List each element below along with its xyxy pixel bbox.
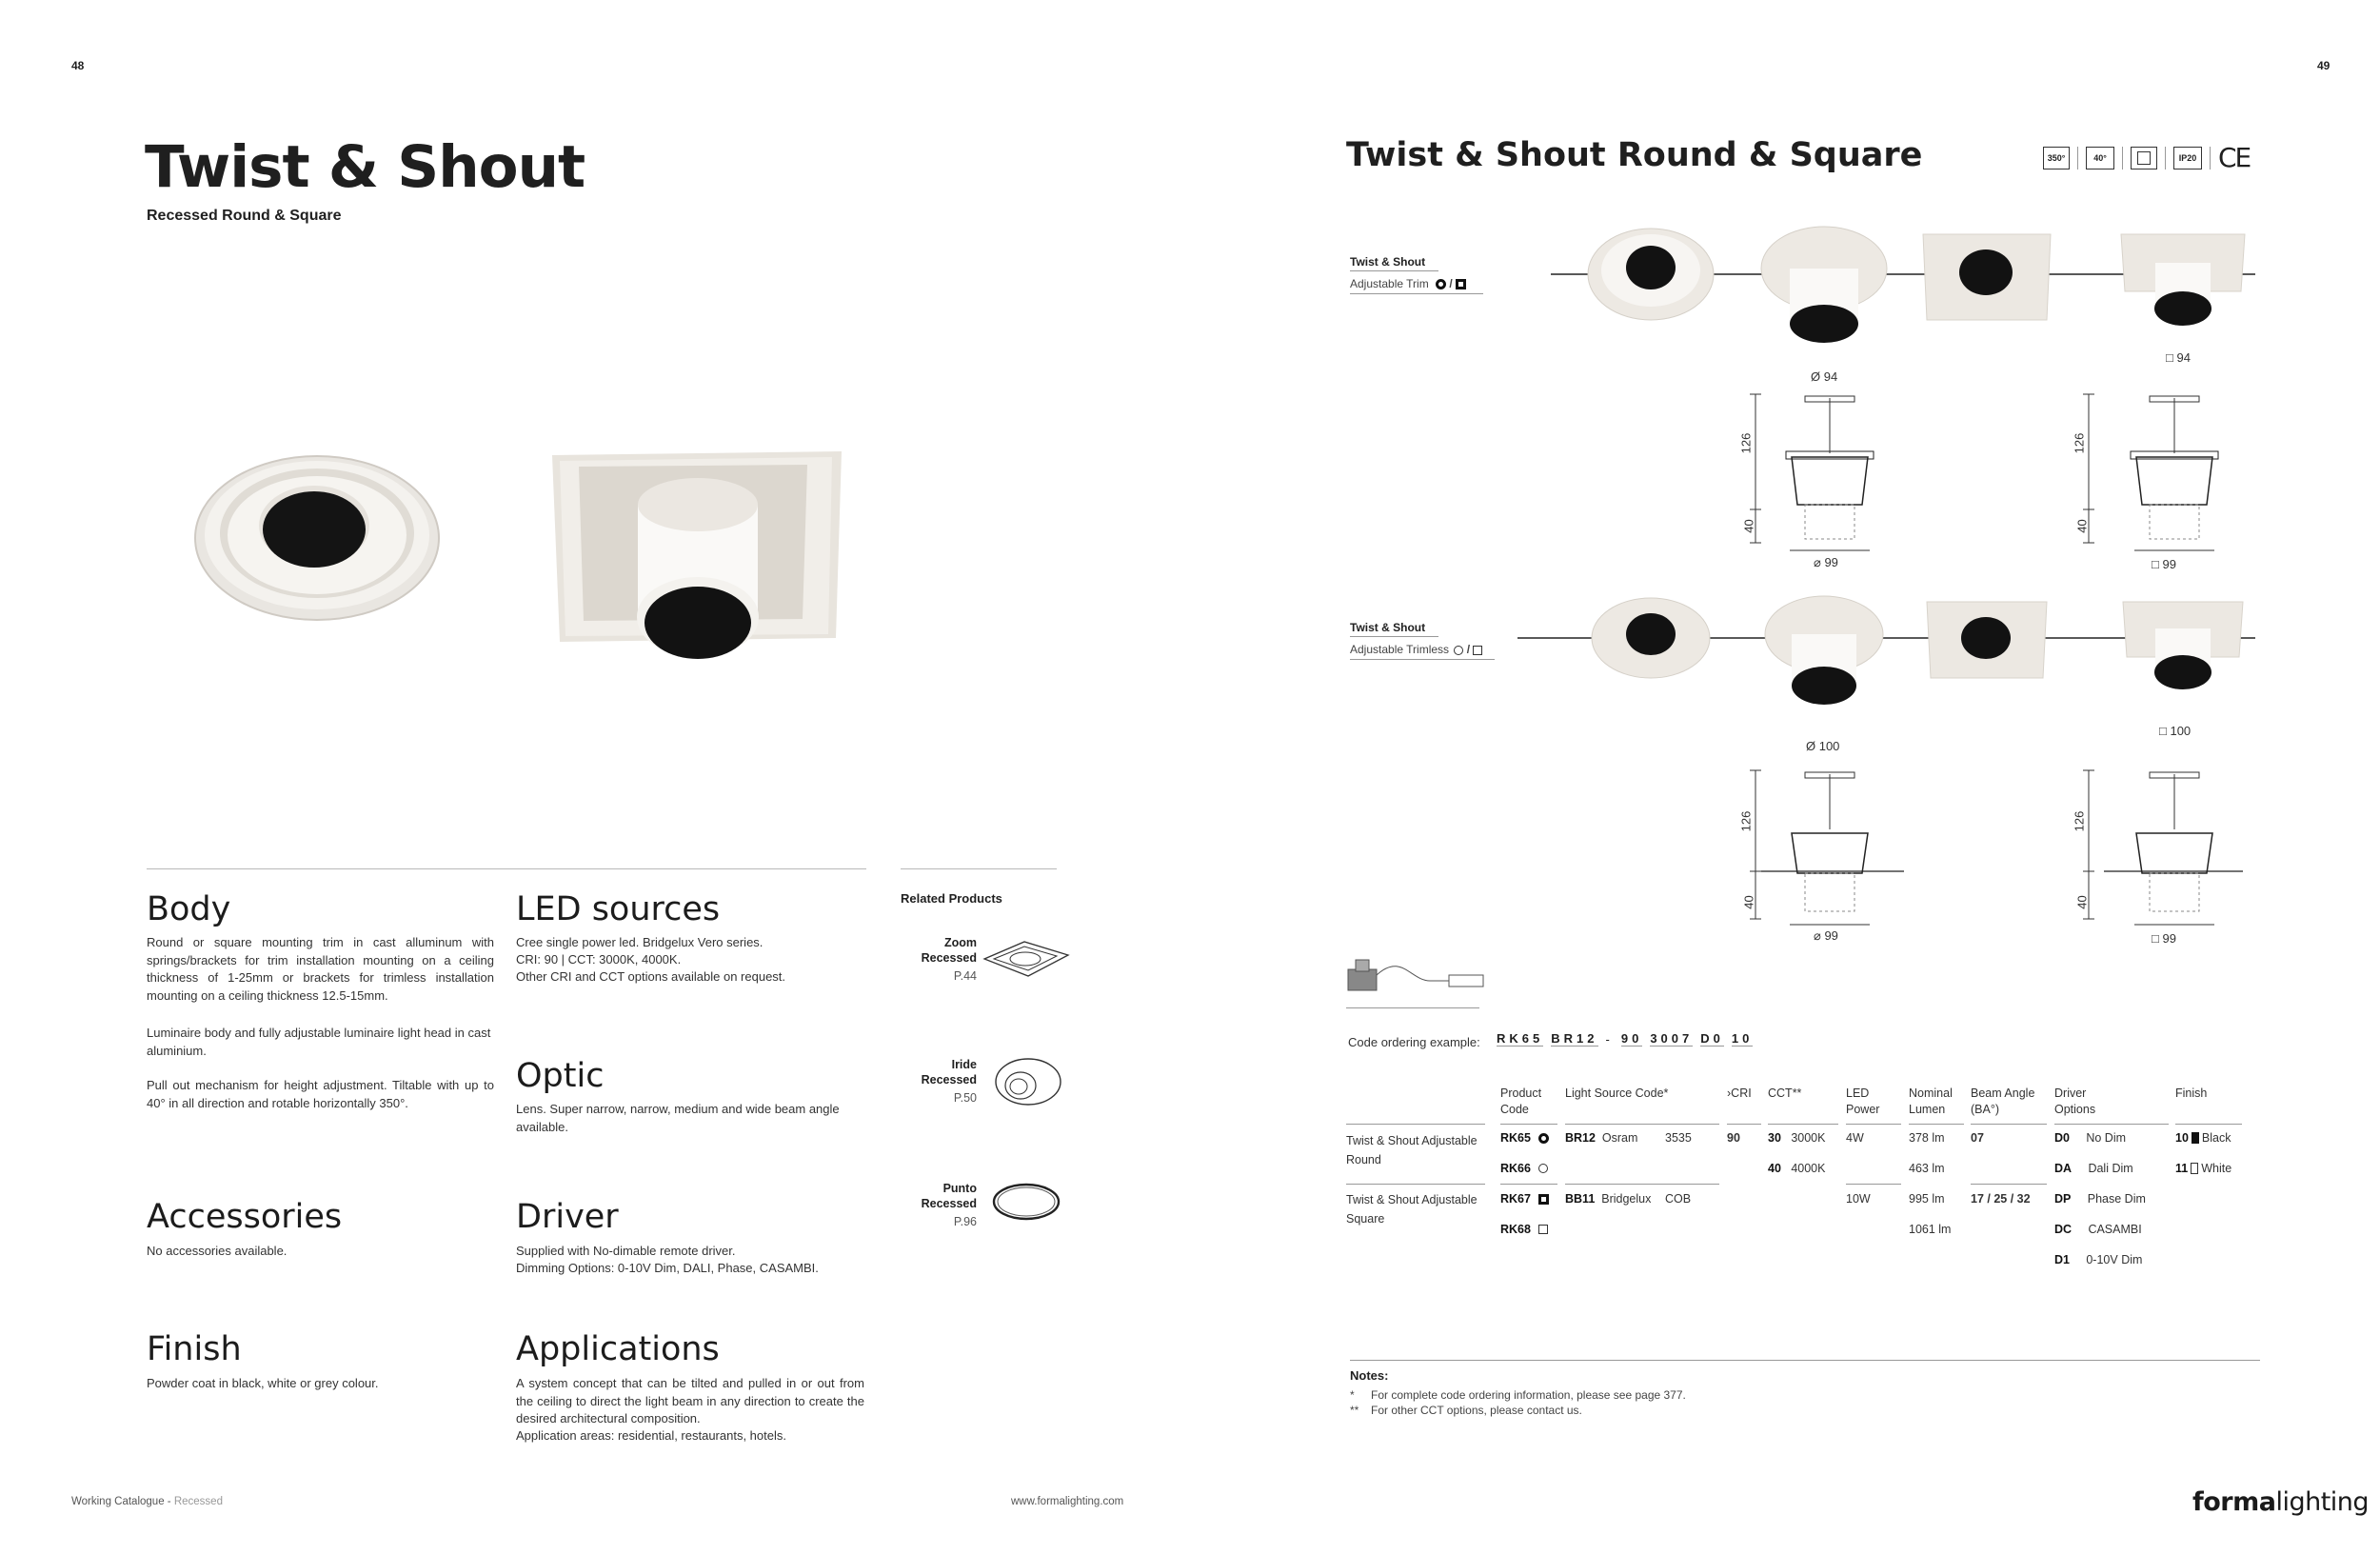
driver-line-1: Supplied with No-dimable remote driver.	[516, 1244, 736, 1258]
related-name: Recessed	[921, 1073, 977, 1087]
trim-group-rule-2	[1350, 293, 1483, 294]
ordering-table	[1346, 1074, 2260, 1284]
driver-cell: D1 0-10V Dim	[2054, 1253, 2143, 1266]
product-code: RK67	[1500, 1192, 1531, 1206]
trim-group-name: Twist & Shout	[1350, 255, 1426, 269]
header-finish: Finish	[2175, 1087, 2208, 1100]
driver-heading: Driver	[516, 1198, 619, 1236]
lumen-value: 1061 lm	[1909, 1223, 1952, 1236]
round-trimless-icon	[1538, 1164, 1548, 1173]
led-line-2: CRI: 90 | CCT: 3000K, 4000K.	[516, 952, 682, 967]
header-product-code: Product Code	[1500, 1087, 1542, 1116]
ls-cell: BR12 Osram	[1565, 1131, 1638, 1145]
product-code: RK65	[1500, 1131, 1531, 1145]
iride-recessed-icon	[990, 1055, 1062, 1108]
icon-divider	[2210, 147, 2211, 169]
footer-url[interactable]: www.formalighting.com	[1011, 1496, 1124, 1507]
trim-round-dia: Ø 94	[1811, 369, 1838, 384]
trimless-round-width: ⌀ 99	[1814, 928, 1838, 943]
note-1: * For complete code ordering information, please see page 377.	[1350, 1388, 1686, 1402]
zoom-recessed-icon	[981, 938, 1072, 980]
ls-model: COB	[1665, 1192, 1692, 1206]
trimless-group-rule	[1350, 636, 1438, 637]
trim-group-variant: Adjustable Trim /	[1350, 277, 1466, 290]
rotation-350-icon: 350°	[2043, 147, 2070, 169]
notes-heading: Notes:	[1350, 1368, 1389, 1383]
trimless-round-height-1: 126	[1738, 810, 1754, 832]
trimless-square-dia: □ 100	[2159, 724, 2192, 738]
trim-round-width: ⌀ 99	[1814, 555, 1838, 569]
trim-round-drawing	[1742, 390, 1914, 562]
trim-square-drawing	[2075, 390, 2247, 562]
header-cri: ›CRI	[1727, 1087, 1752, 1100]
icon-divider	[2077, 147, 2078, 169]
ce-mark-icon: CE	[2218, 142, 2251, 173]
beam-value: 17 / 25 / 32	[1971, 1192, 2031, 1206]
accessories-text: No accessories available.	[147, 1244, 288, 1258]
lumen-value: 378 lm	[1909, 1131, 1945, 1145]
trimless-variant-label: Adjustable Trimless	[1350, 643, 1450, 656]
body-heading: Body	[147, 890, 231, 928]
applications-heading: Applications	[516, 1330, 720, 1368]
square-trim-icon	[1456, 279, 1466, 289]
punto-recessed-icon	[990, 1181, 1062, 1223]
code-segment: 3007	[1650, 1031, 1694, 1046]
related-name: Recessed	[921, 1197, 977, 1210]
header-light-source: Light Source Code*	[1565, 1087, 1669, 1100]
finish-text: Powder coat in black, white or grey colour.	[147, 1376, 379, 1390]
square-trim-icon	[2131, 147, 2157, 169]
code-segment: RK65	[1497, 1031, 1544, 1046]
square-trimless-icon	[1473, 646, 1482, 655]
page-number-left: 48	[71, 59, 85, 72]
round-luminaire-photo	[190, 448, 447, 628]
trimless-group-rule-2	[1350, 659, 1495, 660]
lumen-value: 995 lm	[1909, 1192, 1945, 1206]
led-line-1: Cree single power led. Bridgelux Vero series.	[516, 935, 764, 949]
related-item-zoom[interactable]	[901, 935, 977, 983]
group-round-name: Twist & Shout Adjustable Round	[1346, 1134, 1478, 1166]
code-segment: BR12	[1551, 1031, 1598, 1046]
related-name: Iride	[951, 1058, 977, 1071]
driver-cell: D0 No Dim	[2054, 1131, 2127, 1145]
beam-value: 07	[1971, 1131, 1984, 1145]
feature-icons	[2043, 142, 2250, 173]
trimless-square-width: □ 99	[2152, 931, 2176, 946]
led-line-3: Other CRI and CCT options available on request.	[516, 969, 786, 984]
lumen-value: 463 lm	[1909, 1162, 1945, 1175]
table-row	[1500, 1192, 1549, 1206]
finish-cell: 10 Black	[2175, 1131, 2231, 1145]
cct-cell: 30 3000K	[1768, 1131, 1826, 1145]
table-row	[1500, 1131, 1549, 1145]
power-value: 4W	[1846, 1131, 1864, 1145]
led-heading: LED sources	[516, 890, 721, 928]
code-segment: 90	[1620, 1031, 1643, 1046]
related-name: Recessed	[921, 951, 977, 965]
remote-driver-icon	[1344, 943, 1487, 1000]
code-example	[1497, 1031, 1753, 1047]
trim-group-rule	[1350, 270, 1438, 271]
driver-line-2: Dimming Options: 0-10V Dim, DALI, Phase, CASAMBI.	[516, 1261, 819, 1275]
trim-variant-label: Adjustable Trim	[1350, 277, 1429, 290]
related-item-iride[interactable]	[901, 1057, 977, 1105]
optic-text: Lens. Super narrow, narrow, medium and wide beam angle available.	[516, 1102, 840, 1134]
trimless-group-name: Twist & Shout	[1350, 621, 1426, 634]
body-paragraph-3: Pull out mechanism for height adjustment. Tiltable with up to 40° in all direction and rotable horizontally 350°.	[147, 1078, 494, 1110]
square-luminaire-photo	[550, 448, 845, 667]
related-divider	[901, 868, 1057, 869]
related-page: P.96	[953, 1215, 977, 1228]
group-square-name: Twist & Shout Adjustable Square	[1346, 1193, 1478, 1226]
product-title: Twist & Shout Round & Square	[1346, 136, 1923, 174]
applications-line-1: A system concept that can be tilted and pulled in or out from the ceiling to direct the light beam in any direction to create the desired architectural composition.	[516, 1376, 864, 1425]
trimless-square-height-1: 126	[2072, 810, 2087, 832]
table-row	[1500, 1162, 1548, 1175]
code-segment: 10	[1731, 1031, 1754, 1046]
section-divider	[147, 868, 866, 869]
accessories-heading: Accessories	[147, 1198, 343, 1236]
code-segment: D0	[1700, 1031, 1724, 1046]
product-code: RK68	[1500, 1223, 1531, 1236]
cct-cell: 40 4000K	[1768, 1162, 1826, 1175]
ls-cell: BB11 Bridgelux	[1565, 1192, 1652, 1206]
footer-catalogue-label: Working Catalogue	[71, 1496, 165, 1507]
trim-photos-strip	[1508, 225, 2260, 349]
note-2: ** For other CCT options, please contact us.	[1350, 1404, 1582, 1417]
body-paragraph-1: Round or square mounting trim in cast alluminum with springs/brackets for trim installation mounting on a ceiling thickness of 1-25mm or brackets for trimless installation mounting on a ceiling thickness 12.5-15mm.	[147, 935, 494, 1003]
code-segment: -	[1605, 1032, 1614, 1047]
related-page: P.50	[953, 1091, 977, 1105]
icon-divider	[2165, 147, 2166, 169]
header-led-power: LED Power	[1846, 1087, 1880, 1116]
square-trimless-icon	[1538, 1225, 1548, 1234]
tilt-40-icon: 40°	[2086, 147, 2114, 169]
trimless-group-variant: Adjustable Trimless /	[1350, 643, 1482, 656]
body-paragraph-2: Luminaire body and fully adjustable luminaire light head in cast aluminium.	[147, 1026, 491, 1058]
header-driver: Driver Options	[2054, 1087, 2096, 1116]
footer-separator: -	[164, 1496, 174, 1507]
trimless-square-drawing	[2075, 767, 2247, 938]
related-heading: Related Products	[901, 891, 1002, 906]
ls-model: 3535	[1665, 1131, 1692, 1145]
trim-round-height-1: 126	[1738, 432, 1754, 454]
driver-cell: DC CASAMBI	[2054, 1223, 2142, 1236]
white-swatch-icon	[2191, 1163, 2198, 1174]
trim-square-height-1: 126	[2072, 432, 2087, 454]
trimless-round-dia: Ø 100	[1806, 739, 1840, 753]
table-row	[1500, 1223, 1548, 1236]
header-beam: Beam Angle (BA°)	[1971, 1087, 2035, 1116]
page-subtitle: Recessed Round & Square	[147, 208, 342, 224]
header-lumen: Nominal Lumen	[1909, 1087, 1953, 1116]
finish-heading: Finish	[147, 1330, 242, 1368]
finish-cell: 11 White	[2175, 1162, 2232, 1175]
related-name: Punto	[942, 1182, 977, 1195]
trim-square-width: □ 99	[2152, 557, 2176, 571]
related-name: Zoom	[943, 936, 977, 949]
brand-logo: formalighting	[2192, 1487, 2370, 1517]
related-page: P.44	[953, 969, 977, 983]
code-example-label: Code ordering example:	[1348, 1035, 1480, 1049]
ip20-icon: IP20	[2173, 147, 2202, 169]
header-cct: CCT**	[1768, 1087, 1802, 1100]
driver-rule	[1346, 1007, 1479, 1008]
applications-line-2: Application areas: residential, restaurants, hotels.	[516, 1428, 786, 1443]
page-title: Twist & Shout	[145, 133, 585, 201]
round-trim-icon	[1436, 279, 1446, 289]
round-trimless-icon	[1454, 646, 1463, 655]
trimless-round-drawing	[1742, 767, 1914, 938]
icon-divider	[2122, 147, 2123, 169]
cri-value: 90	[1727, 1131, 1740, 1145]
trimless-photos-strip	[1508, 590, 2260, 714]
trim-square-height-2: 40	[2074, 519, 2090, 533]
footer-catalogue	[71, 1496, 223, 1507]
trim-round-height-2: 40	[1741, 519, 1756, 533]
square-trim-icon	[1538, 1194, 1549, 1205]
round-trim-icon	[1538, 1133, 1549, 1144]
page-number-right: 49	[2317, 59, 2330, 72]
notes-rule	[1350, 1360, 2260, 1361]
driver-cell: DP Phase Dim	[2054, 1192, 2146, 1206]
trimless-square-height-2: 40	[2074, 895, 2090, 909]
black-swatch-icon	[2192, 1132, 2199, 1144]
trim-square-dia: □ 94	[2166, 350, 2191, 365]
trimless-round-height-2: 40	[1741, 895, 1756, 909]
optic-heading: Optic	[516, 1057, 605, 1095]
power-value: 10W	[1846, 1192, 1871, 1206]
footer-section: Recessed	[173, 1496, 223, 1507]
driver-cell: DA Dali Dim	[2054, 1162, 2133, 1175]
product-code: RK66	[1500, 1162, 1531, 1175]
related-item-punto[interactable]	[901, 1181, 977, 1228]
